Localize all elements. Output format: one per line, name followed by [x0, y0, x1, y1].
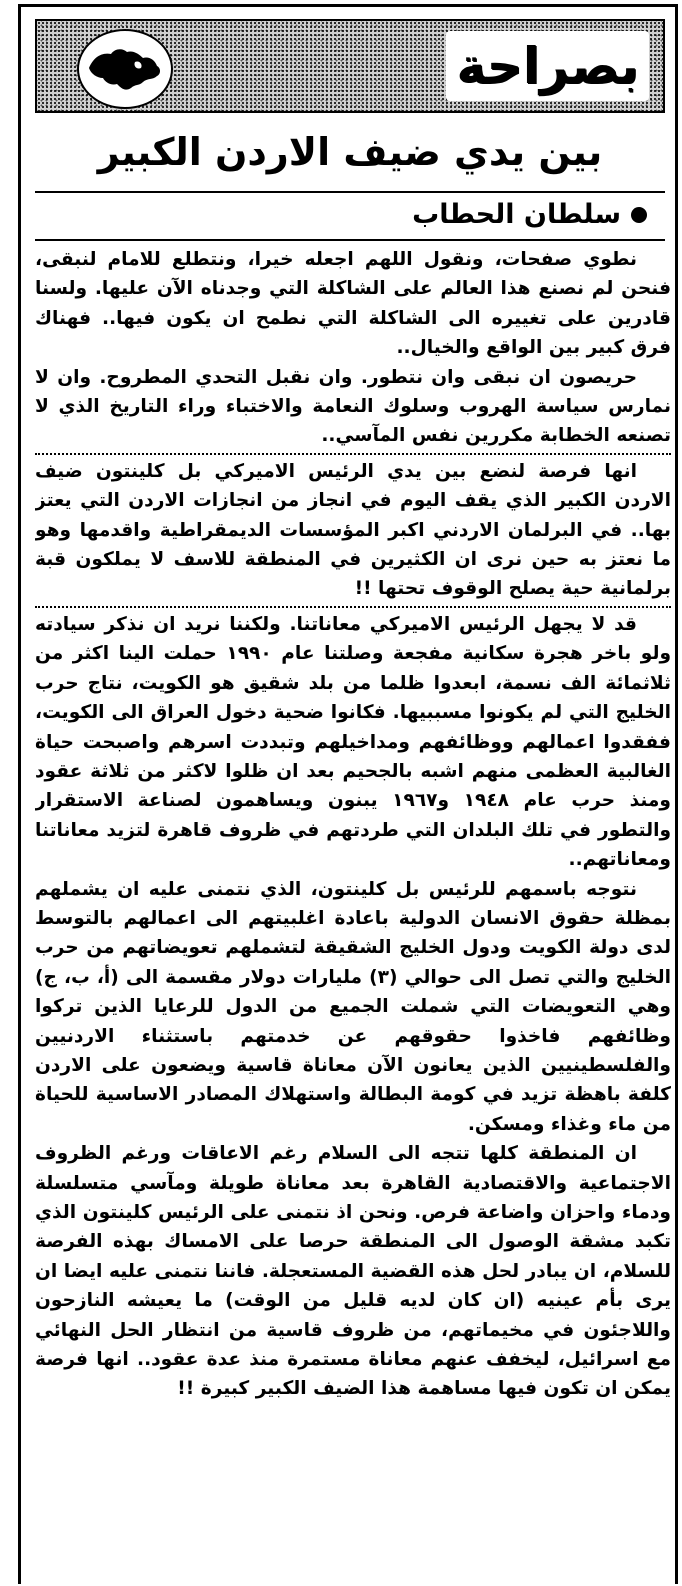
- article-headline: بين يدي ضيف الاردن الكبير: [97, 130, 603, 174]
- paragraph: انها فرصة لنضع بين يدي الرئيس الاميركي بل كلينتون ضيف الاردن الكبير الذي يقف اليوم في انجاز من انجازات الاردن التي يعتز بها.. في البرلمان الاردني اكبر المؤسسات الديمقراطية واقدمها وهو ما نعتز به حين نرى ان الكثيرين في المنطقة للاسف لا يملكون قبة برلمانية حية يصلح الوقوف تحتها !!: [35, 460, 671, 600]
- byline: [412, 193, 647, 237]
- arab-world-map-icon: [77, 29, 173, 109]
- column-name: بصراحة: [446, 31, 649, 101]
- article-body: [35, 245, 671, 1584]
- paragraph-divider: [35, 606, 671, 608]
- author-name: سلطان الحطاب: [412, 199, 621, 230]
- column-masthead: [35, 19, 665, 113]
- bullet-icon: [631, 207, 647, 223]
- paragraph: قد لا يجهل الرئيس الاميركي معاناتنا. ولكننا نريد ان نذكر سيادته ولو باخر هجرة سكانية مفجعة وصلتنا عام ١٩٩٠ حملت الينا اكثر من ثلاثمائة الف نسمة، ابعدوا ظلما من بلد شقيق هو الكويت، نتاج حرب الخليج التي لم يكونوا مسببيها. فكانوا ضحية دخول العراق الى الكويت، ففقدوا اعمالهم ووظائفهم ومداخيلهم وتبددت اسرهم واصبحت حياة الغالبية العظمى منهم اشبه بالجحيم بعد ان ظلوا لاكثر من ثلاثة عقود ومنذ حرب عام ١٩٤٨ و١٩٦٧ يبنون ويساهمون لصناعة الاستقرار والتطور في تلك البلدان التي طردتهم في ظروف قاهرة لتزيد معاناتنا ومعاناتهم..: [35, 613, 671, 871]
- paragraph: حريصون ان نبقى وان نتطور. وان نقبل التحدي المطروح. وان لا نمارس سياسة الهروب وسلوك النعامة والاختباء وراء التاريخ الذي لا تصنعه الخطابة مكررين نفس المآسي..: [35, 366, 671, 447]
- paragraph: نتوجه باسمهم للرئيس بل كلينتون، الذي نتمنى عليه ان يشملهم بمظلة حقوق الانسان الدولية باعادة اغلبيتهم الى اعمالهم بالتوسط لدى دولة الكويت ودول الخليج الشقيقة لتشملهم تعويضاتهم من حرب الخليج والتي تصل الى حوالي (٣) مليارات دولار مقسمة الى (أ، ب، ج) وهي التعويضات التي شملت الجميع من الدول للرعايا الذين تركوا وظائفهم فاخذوا حقوقهم عن خدمتهم باستثناء الاردنيين والفلسطينيين الذين يعانون الآن معاناة قاسية ويضعون على الاردن كلفة باهظة تزيد في كومة البطالة واستهلاك المصادر الاساسية للحياة من ماء وغذاء ومسكن.: [35, 878, 671, 1135]
- paragraph: ان المنطقة كلها تتجه الى السلام رغم الاعاقات ورغم الظروف الاجتماعية والاقتصادية القاهرة بعد معاناة طويلة ومآسي متسلسلة ودماء واحزان واضاعة فرص. ونحن اذ نتمنى على الرئيس كلينتون الذي تكبد مشقة الوصول الى المنطقة حرصا على الامساك بهذه الفرصة للسلام، ان يبادر لحل هذه القضية المستعجلة. فاننا نتمنى عليه ايضا ان يرى بأم عينيه (ان كان لديه قليل من الوقت) ما يعيشه النازحون واللاجئون في مخيماتهم، من ظروف قاسية من انتظار الحل النهائي مع اسرائيل، ليخفف عنهم معاناة مستمرة منذ عدة عقود.. انها فرصة يمكن ان تكون فيها مساهمة هذا الضيف الكبير كبيرة !!: [35, 1143, 671, 1400]
- byline-rule: [35, 239, 665, 241]
- paragraph: نطوي صفحات، ونقول اللهم اجعله خيرا، ونتطلع للامام لنبقى، فنحن لم نصنع هذا العالم على الشاكلة التي وجدناه الآن عليها. ولسنا قادرين على تغييره الى الشاكلة التي نطمح ان يكون فيها.. فهناك فرق كبير بين الواقع والخيال..: [35, 249, 671, 359]
- column-frame: [18, 4, 678, 1584]
- paragraph-divider: [35, 453, 671, 455]
